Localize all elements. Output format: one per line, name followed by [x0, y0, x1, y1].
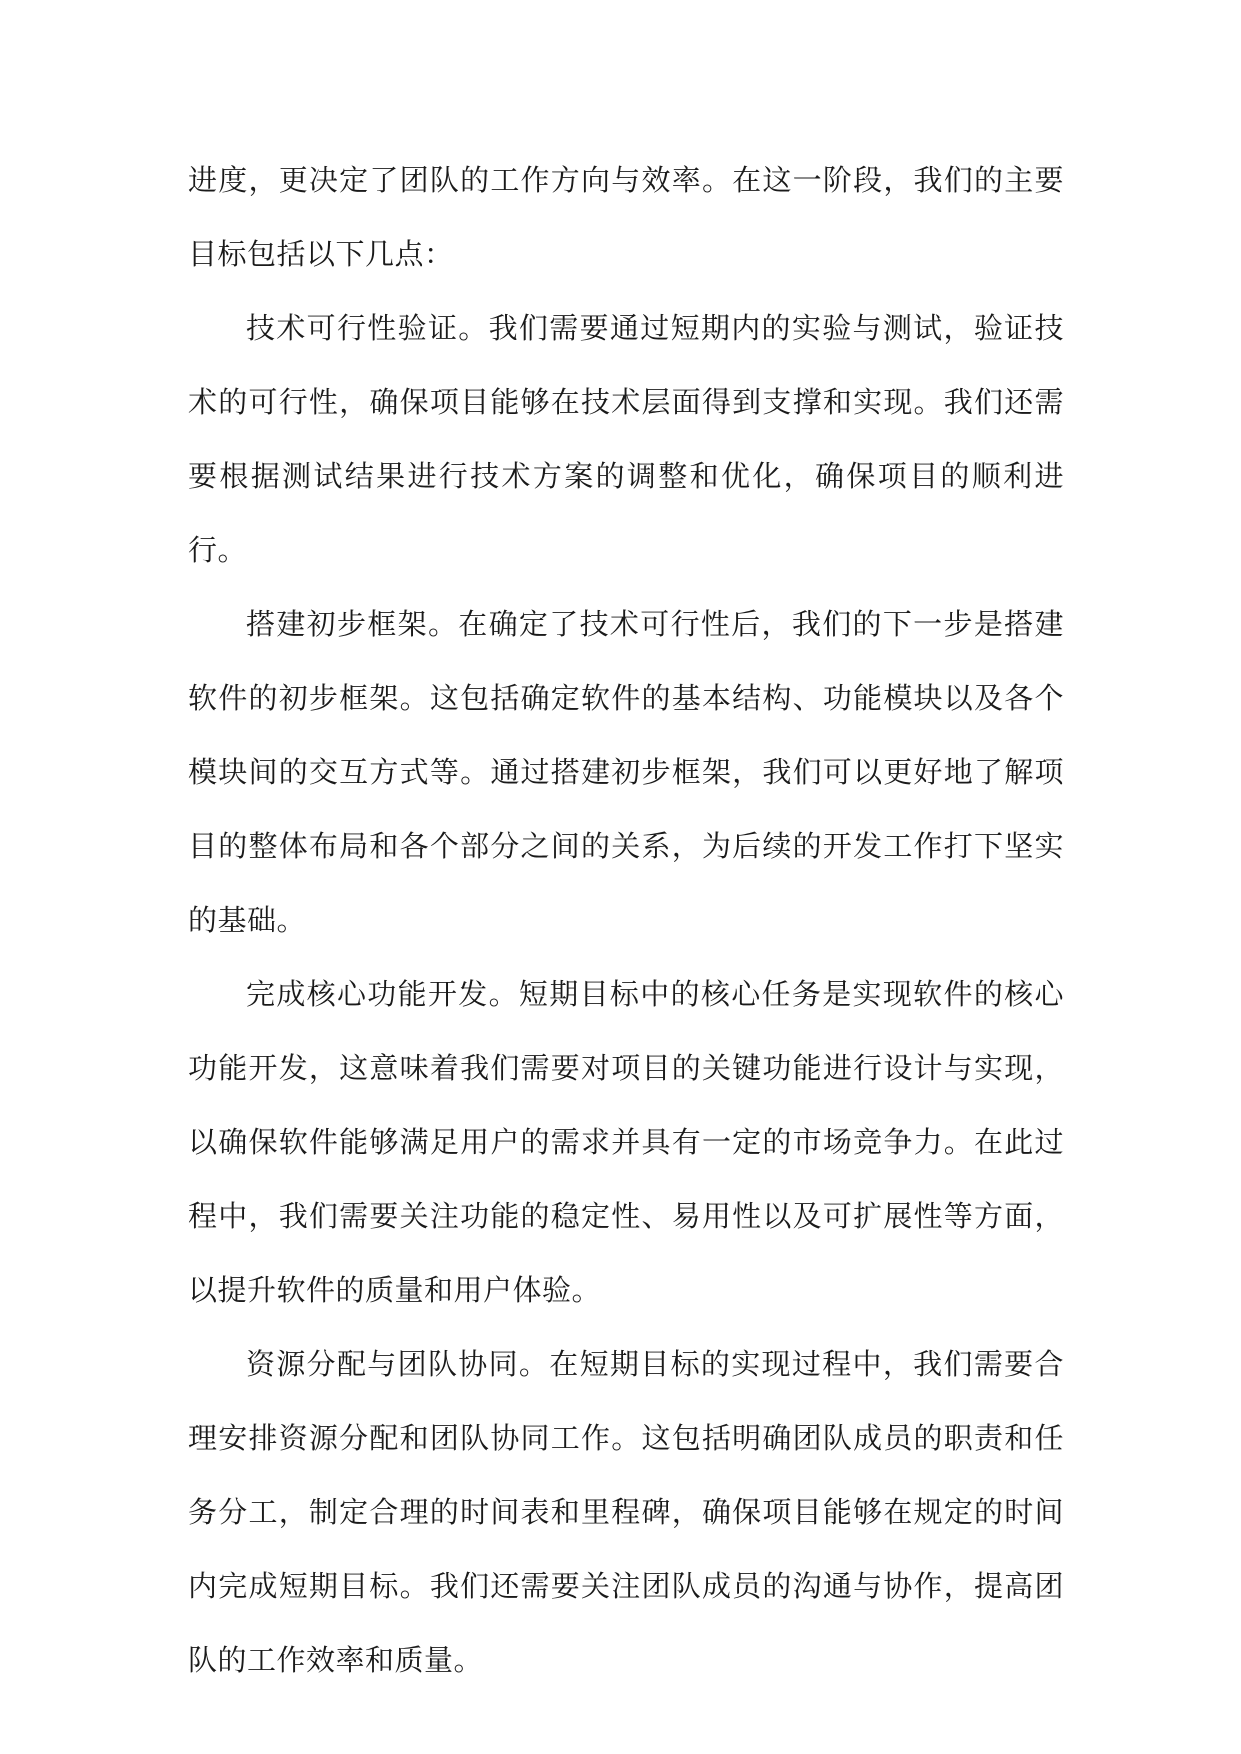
- body-text: [188, 143, 1064, 1697]
- paragraph-technical-feasibility: 技术可行性验证。我们需要通过短期内的实验与测试，验证技术的可行性，确保项目能够在技术层面得到支撑和实现。我们还需要根据测试结果进行技术方案的调整和优化，确保项目的顺利进行。: [188, 311, 1064, 567]
- paragraph-initial-framework: 搭建初步框架。在确定了技术可行性后，我们的下一步是搭建软件的初步框架。这包括确定软件的基本结构、功能模块以及各个模块间的交互方式等。通过搭建初步框架，我们可以更好地了解项目的整体布局和各个部分之间的关系，为后续的开发工作打下坚实的基础。: [188, 607, 1064, 937]
- paragraph-core-features: 完成核心功能开发。短期目标中的核心任务是实现软件的核心功能开发，这意味着我们需要对项目的关键功能进行设计与实现，以确保软件能够满足用户的需求并具有一定的市场竞争力。在此过程中，我们需要关注功能的稳定性、易用性以及可扩展性等方面，以提升软件的质量和用户体验。: [188, 977, 1064, 1307]
- paragraph-continuation: 进度，更决定了团队的工作方向与效率。在这一阶段，我们的主要目标包括以下几点：: [188, 163, 1064, 271]
- paragraph-resource-allocation: 资源分配与团队协同。在短期目标的实现过程中，我们需要合理安排资源分配和团队协同工作。这包括明确团队成员的职责和任务分工，制定合理的时间表和里程碑，确保项目能够在规定的时间内完成短期目标。我们还需要关注团队成员的沟通与协作，提高团队的工作效率和质量。: [188, 1347, 1064, 1677]
